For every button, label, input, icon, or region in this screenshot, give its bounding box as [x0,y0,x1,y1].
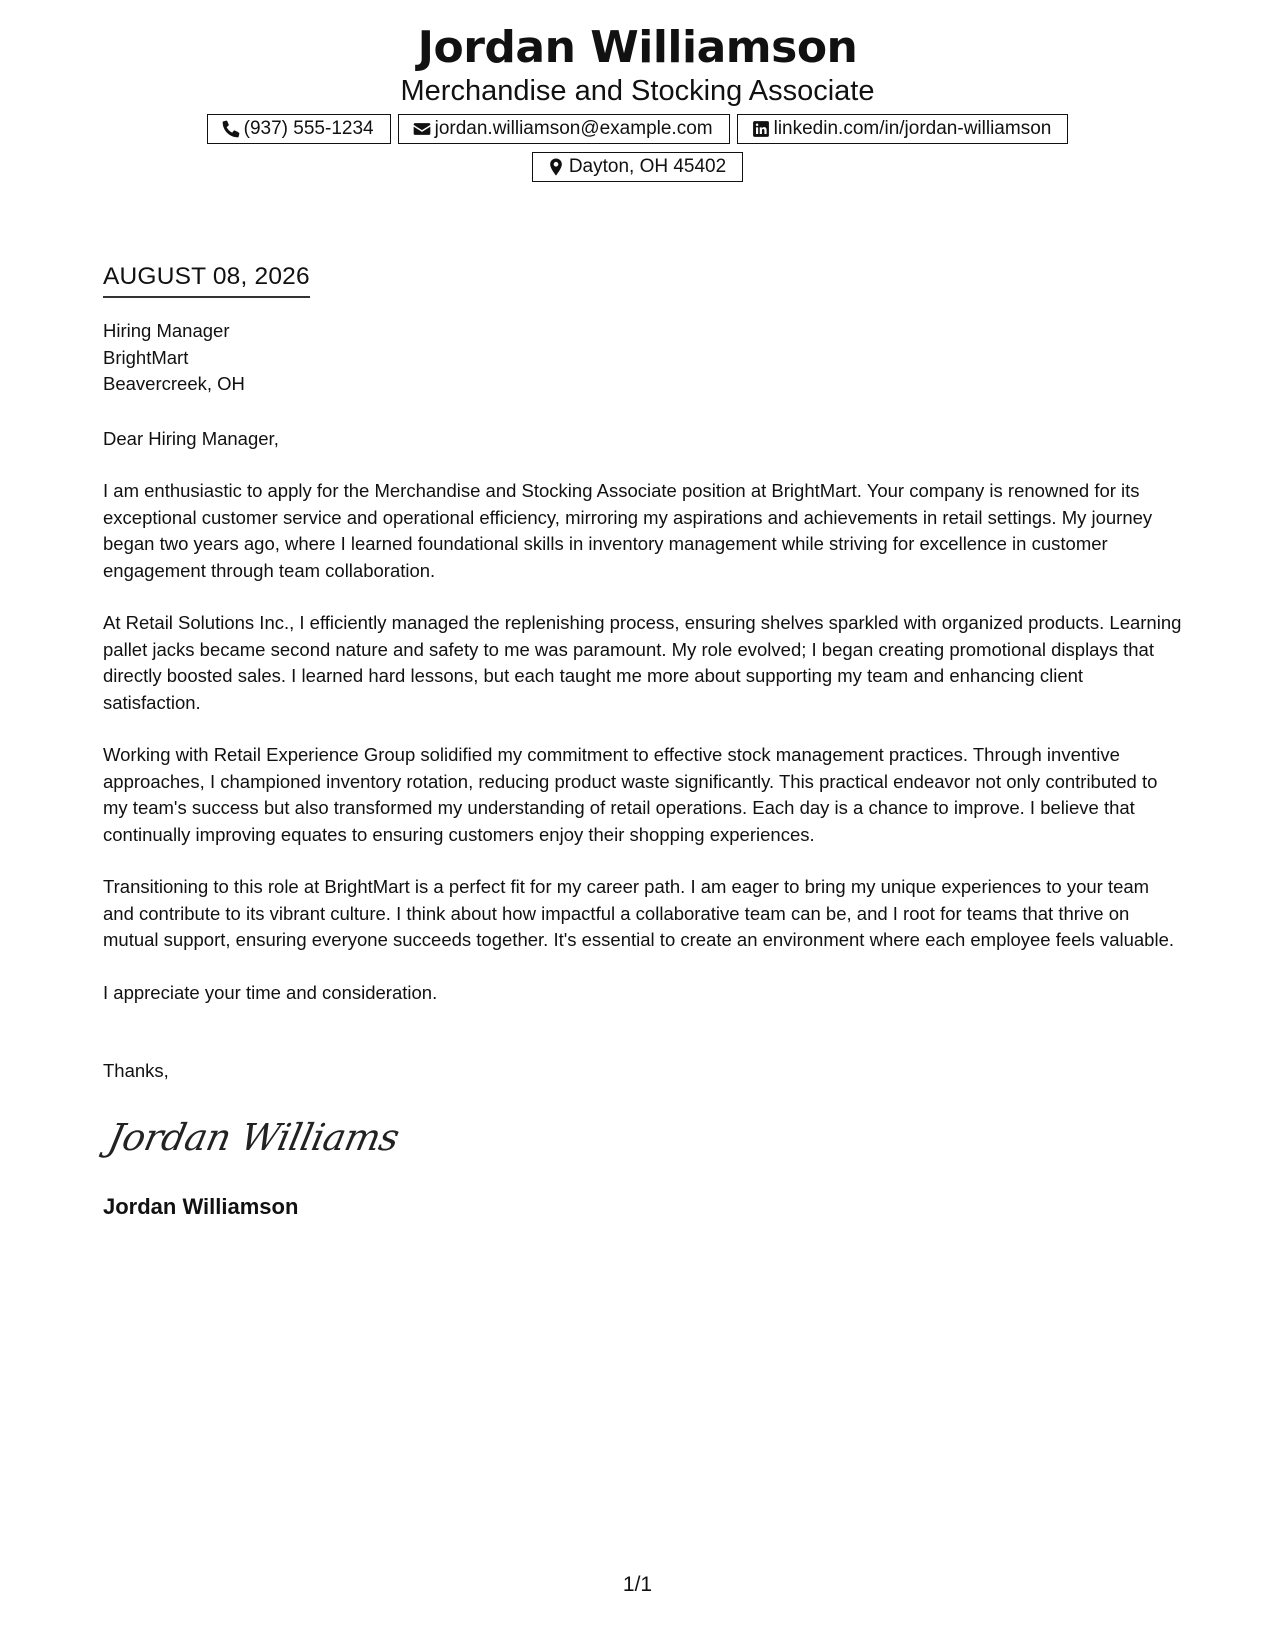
recipient-company: BrightMart [103,346,189,368]
recipient-location: Beavercreek, OH [103,373,245,394]
letter-body [103,262,1183,1221]
linkedin-icon [751,119,771,139]
map-marker-icon [546,157,566,177]
phone-text: (937) 555-1234 [243,118,374,139]
envelope-icon [412,119,432,139]
email-contact[interactable] [398,114,730,144]
handwritten-signature: Jordan Williams [104,1115,403,1159]
paragraph-intro: I am enthusiastic to apply for the Merchandise and Stocking Associate position at BrightMart. Your company is renowned for its exceptional customer service and operational efficiency, mirroring my aspirations and achievements in retail settings. My journey began two years ago, where I learned foundational skills in inventory management while striving for excellence in customer engagement through team collaboration. [103,480,1153,581]
contact-info [188,114,1088,190]
letter-date: AUGUST 08, 2026 [103,262,310,298]
recipient-block [103,318,1183,398]
signer-name: Jordan Williamson [103,1193,299,1219]
paragraph-appreciation: I appreciate your time and consideration. [103,981,438,1003]
recipient-name: Hiring Manager [103,320,230,341]
phone-icon [221,119,241,139]
location-contact [532,152,743,182]
paragraph-experience-1: At Retail Solutions Inc., I efficiently managed the replenishing process, ensuring shelves sparkled with organized products. Learning pallet jacks became second nature and safety to me was paramount. My role evolved; I began creating promotional displays that directly boosted sales. I learned hard lessons, but each taught me more about supporting my team and enhancing client satisfaction. [103,612,1182,713]
phone-contact[interactable] [207,114,391,144]
linkedin-contact[interactable] [737,114,1069,144]
letter-header [0,22,1275,190]
email-text: jordan.williamson@example.com [434,118,713,139]
location-text: Dayton, OH 45402 [568,156,727,177]
applicant-name: Jordan Williamson [417,22,858,73]
closing: Thanks, [103,1060,169,1081]
page-number: 1/1 [622,1573,653,1596]
salutation: Dear Hiring Manager, [103,427,279,449]
linkedin-text: linkedin.com/in/jordan-williamson [773,118,1052,139]
paragraph-experience-2: Working with Retail Experience Group solidified my commitment to effective stock management practices. Through inventive approaches, I championed inventory rotation, reducing product waste significantly. This practical endeavor not only contributed to my team's success but also transformed my understanding of retail operations. Each day is a chance to improve. I believe that continually improving equates to ensuring customers enjoy their shopping experiences. [103,744,1158,845]
paragraph-fit: Transitioning to this role at BrightMart is a perfect fit for my career path. I am eager to bring my unique experiences to your team and contribute to its vibrant culture. I think about how impactful a collaborative team can be, and I root for teams that thrive on mutual support, ensuring everyone succeeds together. It's essential to create an environment where each employee feels valuable. [103,876,1174,950]
applicant-job-title: Merchandise and Stocking Associate [400,75,875,107]
